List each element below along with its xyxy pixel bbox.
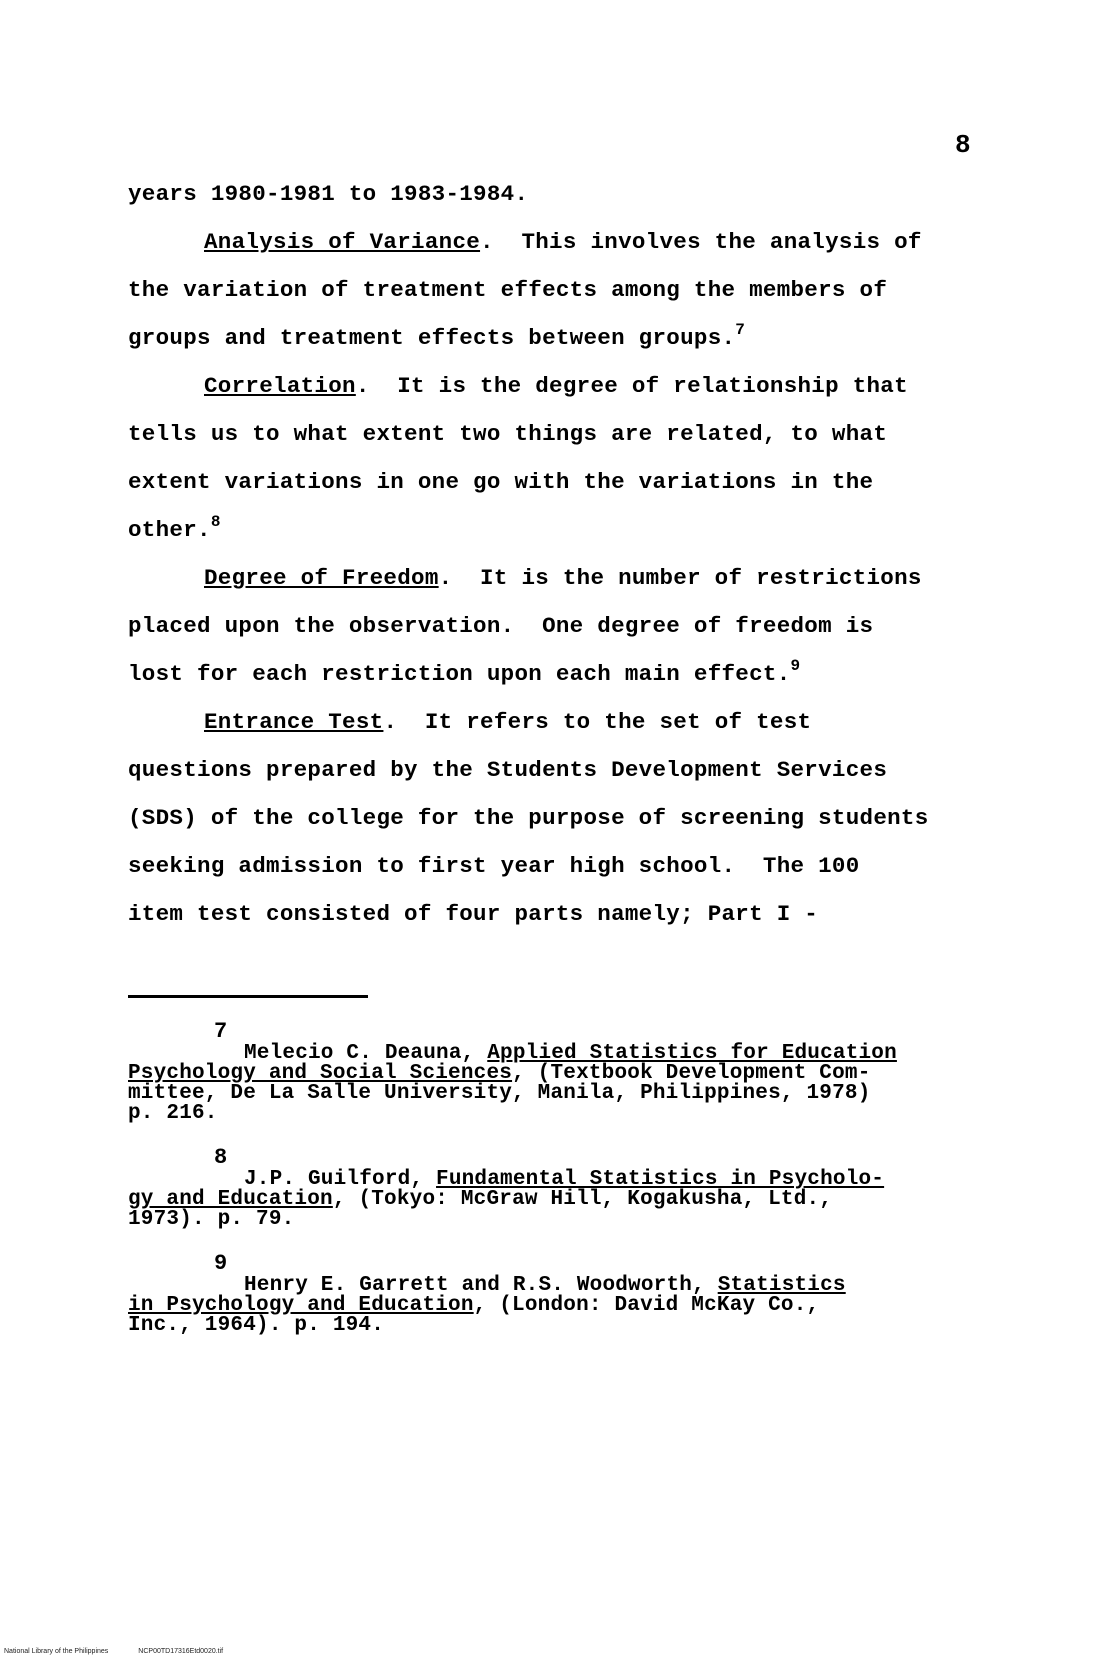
- body-text: years 1980-1981 to 1983-1984. Analysis of Variance. This involves the analysis of the variation of treatment effects among the members of groups and treatment effects between groups.$^7$ Correlation. It is the degree of relationship that tells us to what extent two things are related, to what extent variations in one go with the variations in the other.$^8$ Degree of Freedom. It is the number of restrictions placed upon the observation. One degree of freedom is lost for each restriction upon each main effect.$^9$ Entrance Test. It refers to the set of test questions prepared by the Students Development Services (SDS) of the college for the purpose of screening students seeking admission to first year high school. The 100 item test consisted of four parts namely; Part I -: [128, 170, 988, 938]
- footnote-title: Fundamental Statistics in Psycholo-: [436, 1168, 885, 1191]
- footnote-mark: 8: [214, 1145, 228, 1170]
- paragraph-continuation: years 1980-1981 to 1983-1984.: [128, 181, 529, 207]
- paragraph-degree-of-freedom: Degree of Freedom. It is the number of restrictions: [204, 565, 922, 591]
- footnote-mark: 9: [214, 1251, 228, 1276]
- footnote-9: 9 Henry E. Garrett and R.S. Woodworth, Statistics in Psychology and Education, (London: David McKay Co., Inc., 1964). p. 194.: [128, 1252, 1008, 1336]
- footnote-8: 8 J.P. Guilford, Fundamental Statistics in Psycholo- gy and Education, (Tokyo: McGraw Hill, Kogakusha, Ltd., 1973). p. 79.: [128, 1146, 1008, 1230]
- term-entrance-test: Entrance Test: [204, 709, 384, 735]
- footnote-title: Statistics: [717, 1274, 846, 1297]
- file-code: NCP00TD17316Etd0020.tif: [138, 1648, 224, 1655]
- page-number: 8: [955, 130, 971, 160]
- footnote-mark: 7: [214, 1019, 228, 1044]
- paragraph-anova: Analysis of Variance. This involves the analysis of: [204, 229, 922, 255]
- term-analysis-of-variance: Analysis of Variance: [204, 229, 481, 255]
- footnote-ref-7: 7: [735, 321, 746, 339]
- library-name: National Library of the Philippines: [4, 1648, 109, 1655]
- paragraph-entrance-test: Entrance Test. It refers to the set of test: [204, 709, 812, 735]
- footnotes: [128, 1020, 1008, 1358]
- footnote-divider: [128, 995, 368, 998]
- footnote-ref-8: 8: [210, 513, 221, 531]
- scan-caption: [4, 1648, 253, 1655]
- footnote-title: Applied Statistics for Education: [487, 1042, 897, 1065]
- paragraph-correlation: Correlation. It is the degree of relationship that: [204, 373, 908, 399]
- term-correlation: Correlation: [204, 373, 356, 399]
- footnote-7: 7 Melecio C. Deauna, Applied Statistics for Education Psychology and Social Sciences, (Textbook Development Com- mittee, De La Salle University, Manila, Philippines, 1978) p. 216.: [128, 1020, 1008, 1124]
- footnote-ref-9: 9: [790, 657, 801, 675]
- term-degree-of-freedom: Degree of Freedom: [204, 565, 439, 591]
